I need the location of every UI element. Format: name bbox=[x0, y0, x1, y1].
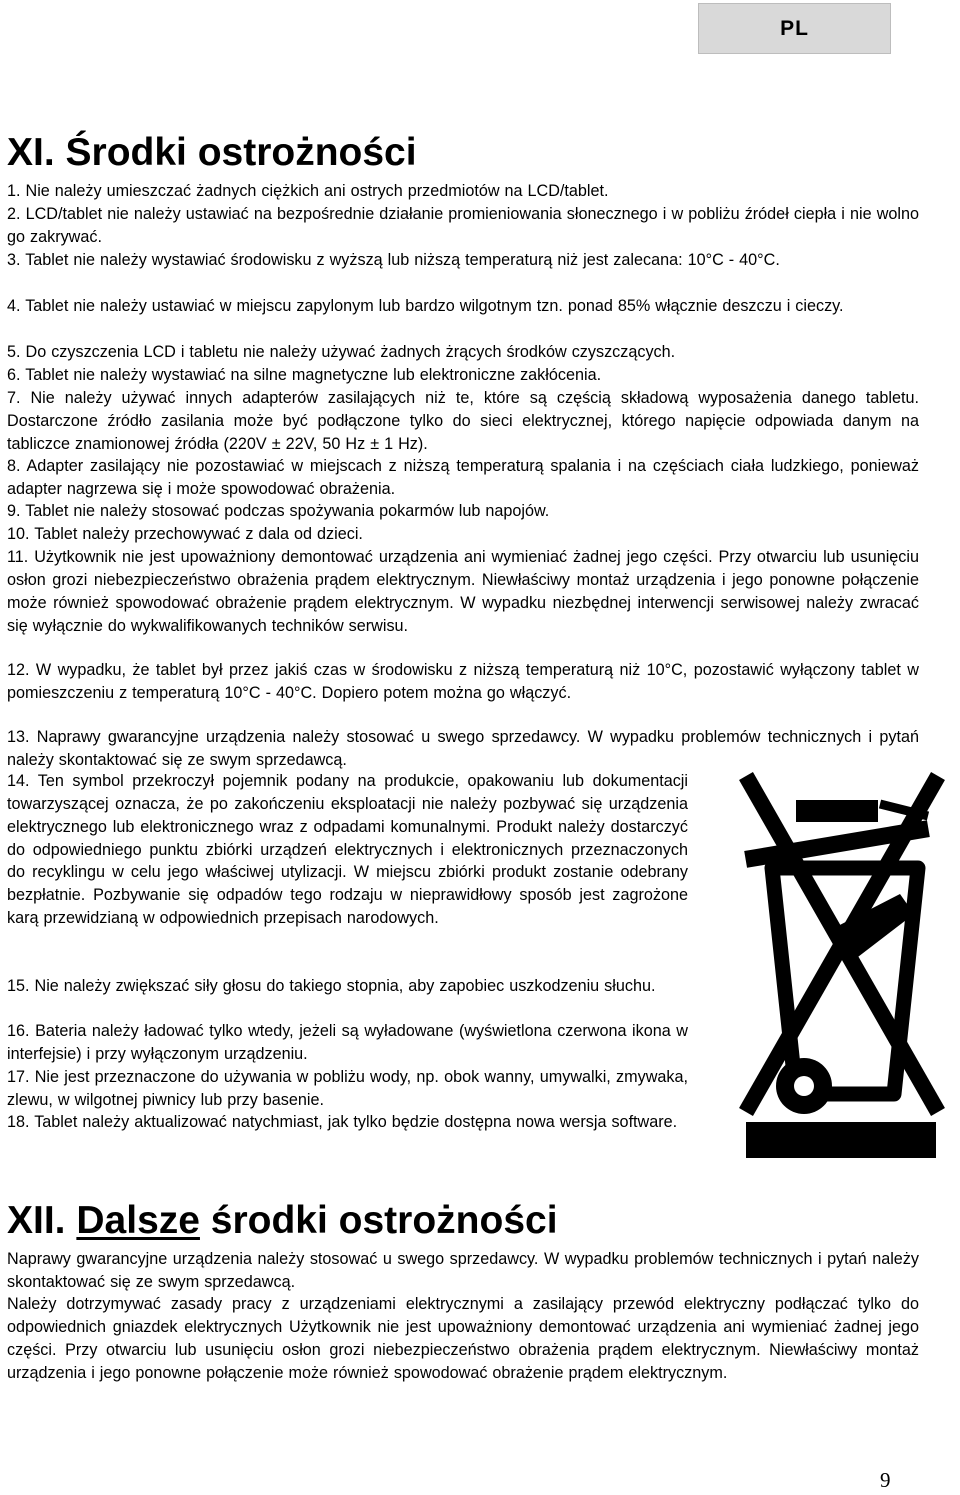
page-number: 9 bbox=[880, 1468, 891, 1492]
list-item: 16. Bateria należy ładować tylko wtedy, jeżeli są wyładowane (wyświetlona czerwona ikona w interfejsie) i przy wyłączonym urządzeniu. bbox=[7, 1022, 688, 1063]
list-item: 7. Nie należy używać innych adapterów zasilających niż te, które są częścią składową wyposażenia danego tabletu. Dostarczone źródło zasilania może być podłączone tylko do sieci elektrycznej, którego napięcie odpowiada danym na tabliczce znamionowej źródła (220V ± 22V, 50 Hz ± 1 Hz). bbox=[7, 389, 919, 453]
list-item: 1. Nie należy umieszczać żadnych ciężkich ani ostrych przedmiotów na LCD/tablet. bbox=[7, 182, 609, 200]
list-item: 18. Tablet należy aktualizować natychmiast, jak tylko będzie dostępna nowa wersja software. bbox=[7, 1113, 678, 1131]
paragraph: Należy dotrzymywać zasady pracy z urządzeniami elektrycznymi a zasilający przewód elektryczny podłączać tylko do odpowiednich gniazdek elektrycznych Użytkownik nie jest upoważniony demontować urządzenia ani wymieniać żadnej jego części. Przy otwarciu lub usunięciu osłon grozi niebezpieczeństwo obrażenia prądem elektrycznym. Niewłaściwy montaż urządzenia i jego ponowne połączenie może również spowodować obrażenie prądem elektrycznym. bbox=[7, 1295, 919, 1382]
list-item: 14. Ten symbol przekroczył pojemnik podany na produkcie, opakowaniu lub dokumentacji towarzyszącej oznacza, że po zakończeniu eksploatacji nie należy pozbywać się urządzenia elektrycznego lub elektronicznego wraz z odpadami komunalnymi. Produkt należy dostarczyć do odpowiedniego punktu zbiórki urządzeń elektrycznych i elektronicznych przeznaczonych do recyklingu w celu jego właściwej utylizacji. W miejscu zbiórki produkt zostanie odebrany bezpłatnie. Pozbywanie się odpadów tego rodzaju w nieprawidłowy sposób jest zagrożone karą przewidzianą w odpowiednich przepisach narodowych. bbox=[7, 772, 688, 928]
title-prefix: XII. bbox=[7, 1199, 66, 1242]
list-item: 12. W wypadku, że tablet był przez jakiś czas w środowisku z niższą temperaturą niż 10°C, pozostawić wyłączony tablet w pomieszczeniu z temperaturą 10°C - 40°C. Dopiero potem można go włączyć. bbox=[7, 661, 919, 702]
list-item: 11. Użytkownik nie jest upoważniony demontować urządzenia ani wymieniać żadnej jego części. Przy otwarciu lub usunięciu osłon grozi niebezpieczeństwo obrażenia prądem elektrycznym. Niewłaściwy montaż urządzenia i jego ponowne połączenie może również spowodować obrażenie prądem elektrycznym. W wypadku niezbędnej interwencji serwisowej należy zwracać się wyłącznie do wykwalifikowanych techników serwisu. bbox=[7, 548, 919, 635]
title-underlined-word: Dalsze bbox=[76, 1199, 200, 1242]
paragraph: Naprawy gwarancyjne urządzenia należy stosować u swego sprzedawcy. W wypadku problemów technicznych i pytań należy skontaktować się ze swym sprzedawcą. bbox=[7, 1250, 919, 1291]
list-item: 6. Tablet nie należy wystawiać na silne magnetyczne lub elektroniczne zakłócenia. bbox=[7, 366, 602, 384]
list-item: 3. Tablet nie należy wystawiać środowisku z wyższą lub niższą temperaturą niż jest zalecana: 10°C - 40°C. bbox=[7, 251, 780, 269]
language-badge: PL bbox=[698, 3, 891, 54]
list-item: 15. Nie należy zwiększać siły głosu do takiego stopnia, aby zapobiec uszkodzeniu słuchu. bbox=[7, 977, 656, 995]
list-item: 2. LCD/tablet nie należy ustawiać na bezpośrednie działanie promieniowania słonecznego i w pobliżu źródeł ciepła i nie wolno go zakrywać. bbox=[7, 205, 919, 246]
section-title-further-precautions bbox=[7, 1199, 558, 1243]
list-item: 17. Nie jest przeznaczone do używania w pobliżu wody, np. obok wanny, umywalki, zmywaka, zlewu, w wilgotnej piwnicy lub przy basenie. bbox=[7, 1068, 688, 1109]
crossed-out-wheelie-bin-icon bbox=[732, 764, 949, 1164]
list-item: 9. Tablet nie należy stosować podczas spożywania pokarmów lub napojów. bbox=[7, 502, 550, 520]
list-item: 8. Adapter zasilający nie pozostawiać w miejscach z niższą temperaturą spalania i na częściach ciała ludzkiego, ponieważ adapter nagrzewa się i może spowodować obrażenia. bbox=[7, 457, 919, 498]
section-title-precautions: XI. Środki ostrożności bbox=[7, 131, 417, 174]
list-item: 10. Tablet należy przechowywać z dala od dzieci. bbox=[7, 525, 363, 543]
list-item: 5. Do czyszczenia LCD i tabletu nie należy używać żadnych żrących środków czyszczących. bbox=[7, 343, 676, 361]
list-item: 4. Tablet nie należy ustawiać w miejscu zapylonym lub bardzo wilgotnym tzn. ponad 85% włącznie deszczu i cieczy. bbox=[7, 297, 844, 315]
title-rest: środki ostrożności bbox=[210, 1199, 558, 1242]
list-item: 13. Naprawy gwarancyjne urządzenia należy stosować u swego sprzedawcy. W wypadku problemów technicznych i pytań należy skontaktować się ze swym sprzedawcą. bbox=[7, 728, 919, 769]
